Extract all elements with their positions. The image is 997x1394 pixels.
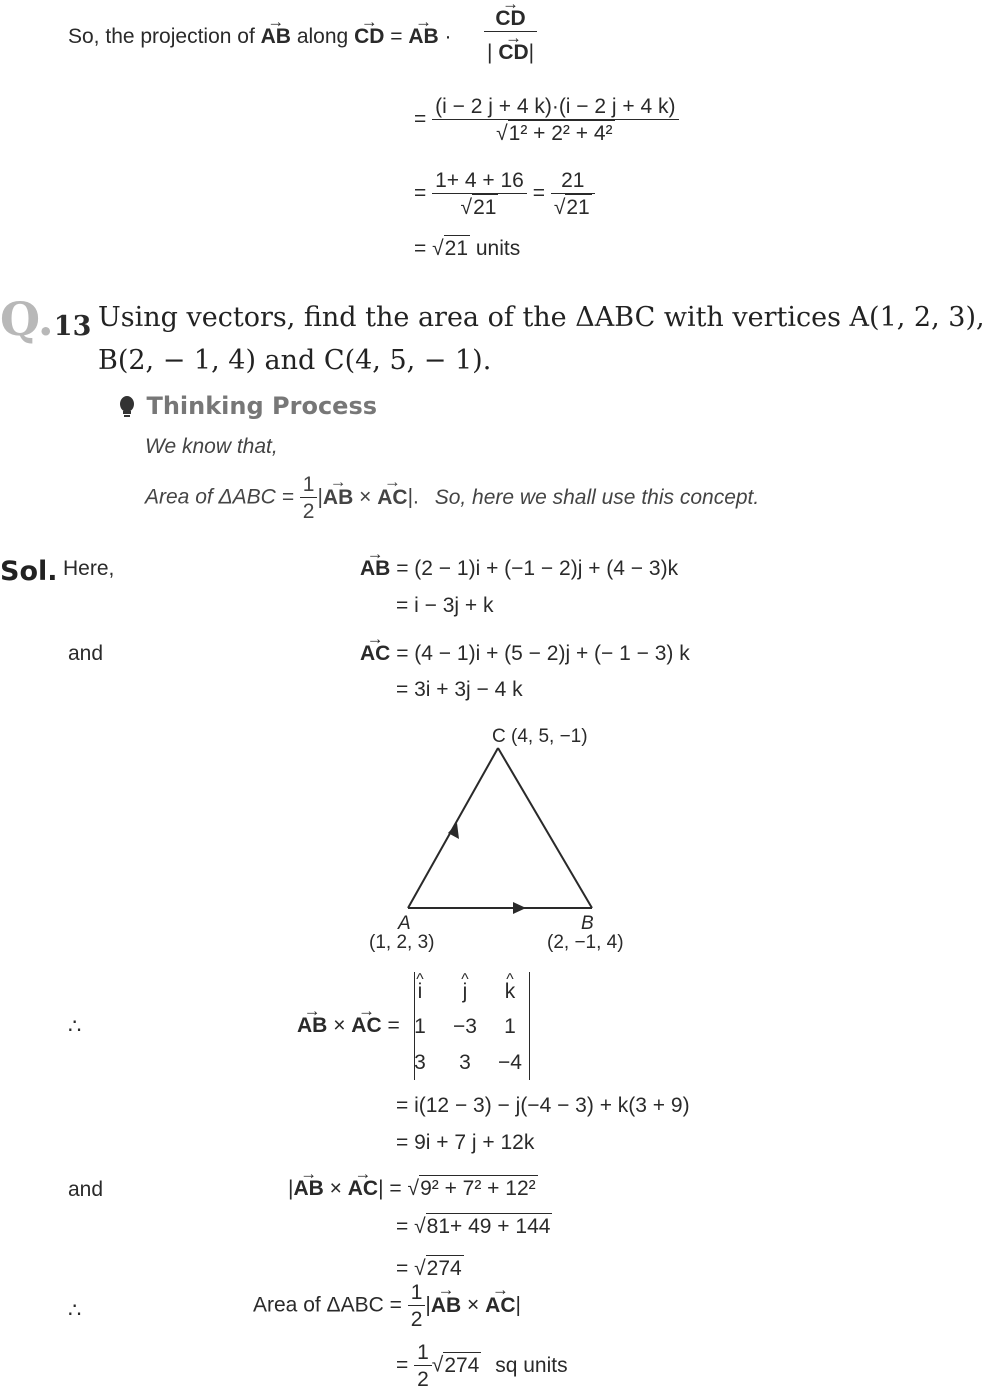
det-cell-1-2: 1	[504, 1015, 516, 1038]
half-denominator: 2	[302, 500, 315, 523]
thinking-process-heading	[118, 392, 377, 424]
edge-cb	[498, 748, 592, 908]
vertex-a-coords: (1, 2, 3)	[369, 932, 435, 953]
thinking-formula-line: Area of ΔABC = $\frac{1}{2}$ |→ AB × → AC|. So, here we shall use this concept.	[145, 474, 759, 522]
projection-result-unit: units	[475, 237, 521, 260]
ac-expansion: = (4 − 1)i + (5 − 2)j + (− 1 − 3) k	[396, 642, 690, 665]
projection-intro-line	[68, 26, 452, 47]
cross-operator: ×	[333, 1014, 346, 1037]
magnitude-radicand-2: 81+ 49 + 144	[426, 1215, 551, 1238]
question-mark: Q.	[0, 292, 54, 346]
det-cell-2-0: 3	[414, 1051, 426, 1074]
projection-result: = √21 units	[414, 237, 521, 260]
ab-simplified: = i − 3j + k	[396, 594, 494, 617]
equals-sign: =	[396, 1353, 409, 1377]
equals-sign: =	[396, 1257, 409, 1280]
vector-ac-sol: → AC	[360, 643, 390, 664]
thinking-area-prefix: Area of ΔABC =	[145, 485, 294, 509]
vector-cd: → CD	[354, 26, 384, 47]
thinking-process-title: Thinking Process	[146, 392, 378, 420]
projection-step2-denominator: 21	[473, 196, 497, 219]
projection-along-text: along	[296, 25, 349, 48]
ab-definition	[360, 558, 678, 579]
projection-step2: = $\frac{1+ 4 + 16}{√21}$ = $\frac{21}{√21}$	[414, 170, 595, 218]
cross-product-lhs	[297, 1015, 400, 1036]
area-result: = $\frac{1}{2}$ √274 sq units	[396, 1341, 568, 1391]
projection-step2b-denominator: 21	[566, 196, 590, 219]
area-unit: sq units	[495, 1353, 568, 1377]
det-cell-0-0: ^ i	[405, 980, 435, 1004]
cross-operator: ×	[359, 485, 372, 509]
solution-here: Here,	[63, 557, 115, 580]
vector-ac-cross: → AC	[351, 1015, 381, 1036]
solution-and-1: and	[68, 642, 104, 665]
question-number	[0, 292, 91, 346]
vector-cd-num: → CD	[495, 8, 525, 29]
det-cell-2-1: 3	[459, 1051, 471, 1074]
vector-ab-2: → AB	[408, 26, 438, 47]
equals-sign: =	[390, 25, 403, 48]
thinking-vector-ab: → AB	[323, 487, 353, 508]
abs-bar-left: |	[487, 41, 493, 64]
vector-ac-area: → AC	[485, 1295, 515, 1316]
half-numerator: 1	[408, 1282, 426, 1306]
vertex-a-label: A	[398, 913, 411, 934]
projection-unit-fraction	[484, 8, 537, 63]
vertex-b-label: B	[581, 913, 594, 934]
magnitude-radicand-1: 9² + 7² + 12²	[420, 1177, 536, 1200]
equals-sign: =	[414, 181, 427, 205]
half-denominator: 2	[410, 1308, 423, 1331]
thinking-suffix: So, here we shall use this concept.	[434, 485, 760, 509]
half-denominator: 2	[417, 1368, 429, 1391]
cross-expansion: = i(12 − 3) − j(−4 − 3) + k(3 + 9)	[396, 1094, 690, 1117]
vector-ab-sol: → AB	[360, 558, 390, 579]
projection-result-radicand: 21	[444, 237, 468, 260]
cross-operator: ×	[329, 1177, 342, 1200]
thinking-vector-ac: → AC	[377, 487, 407, 508]
vector-ab-area: → AB	[431, 1295, 461, 1316]
det-cell-0-1: ^ j	[450, 980, 480, 1004]
projection-step2-numerator: 1+ 4 + 16	[432, 170, 527, 194]
therefore-2: ∴	[68, 1299, 82, 1322]
equals-sign: =	[389, 1177, 402, 1200]
equals-sign: =	[387, 1014, 400, 1037]
projection-step1-numerator: (i − 2 j + 4 k)·(i − 2 j + 4 k)	[432, 96, 678, 120]
vector-ab-mag: → AB	[293, 1178, 323, 1199]
question-line-1: Using vectors, find the area of the ΔABC with vertices A(1, 2, 3),	[98, 302, 985, 333]
vertex-b-coords: (2, −1, 4)	[547, 932, 624, 953]
projection-step1: = $\frac{(i - 2 j + 4 k)\cdot(i - 2 j + 4 k)}{\text{√1² + 2² + 4²}}$	[414, 96, 679, 144]
cross-operator: ×	[467, 1293, 480, 1317]
det-cell-0-2: ^ k	[495, 980, 525, 1004]
magnitude-step-2: = √81+ 49 + 144	[396, 1215, 551, 1238]
ac-definition	[360, 643, 690, 664]
half-numerator: 1	[414, 1342, 432, 1366]
projection-step1-denominator: 1² + 2² + 4²	[508, 122, 613, 145]
half-numerator: 1	[300, 474, 318, 498]
vector-ab: → AB	[261, 26, 291, 47]
projection-intro-text: So, the projection of	[68, 25, 255, 48]
therefore-1: ∴	[68, 1015, 82, 1038]
solution-and-2: and	[68, 1178, 104, 1201]
arrow-ab	[513, 902, 526, 914]
determinant	[414, 972, 530, 1080]
equals-sign: =	[414, 107, 427, 131]
question-line-2: B(2, − 1, 4) and C(4, 5, − 1).	[98, 345, 492, 376]
lightbulb-icon	[118, 395, 136, 424]
equals-sign: =	[532, 181, 545, 205]
vector-ab-cross: → AB	[297, 1015, 327, 1036]
det-cell-2-2: −4	[498, 1051, 522, 1074]
vector-ac-mag: → AC	[348, 1178, 378, 1199]
vector-cd-den: → CD	[498, 42, 528, 63]
magnitude-lhs: |→ AB × → AC| = √9² + 7² + 12²	[288, 1178, 538, 1199]
equals-sign: =	[396, 1215, 409, 1238]
area-label: Area of ΔABC =	[253, 1293, 402, 1317]
ab-expansion: = (2 − 1)i + (−1 − 2)j + (4 − 3)k	[396, 557, 679, 580]
thinking-line-1: We know that,	[145, 435, 278, 458]
solution-label: Sol.	[0, 556, 58, 587]
cross-result: = 9i + 7 j + 12k	[396, 1131, 535, 1154]
area-line: Area of ΔABC = $\frac{1}{2}$ |→ AB × → AC|	[253, 1282, 521, 1330]
projection-step2b-numerator: 21	[551, 170, 595, 194]
question-number-value: 13	[53, 311, 92, 342]
equals-sign: =	[414, 237, 427, 260]
area-radicand: 274	[444, 1353, 480, 1377]
ac-simplified: = 3i + 3j − 4 k	[396, 678, 523, 701]
magnitude-step-3: = √274	[396, 1257, 462, 1280]
dot-operator: ·	[444, 25, 452, 48]
triangle-diagram	[360, 715, 660, 960]
det-cell-1-1: −3	[453, 1015, 477, 1038]
det-cell-1-0: 1	[414, 1015, 426, 1038]
magnitude-radicand-3: 274	[426, 1257, 462, 1280]
vertex-c-label: C (4, 5, −1)	[492, 726, 588, 747]
abs-bar-right: |	[528, 41, 535, 64]
